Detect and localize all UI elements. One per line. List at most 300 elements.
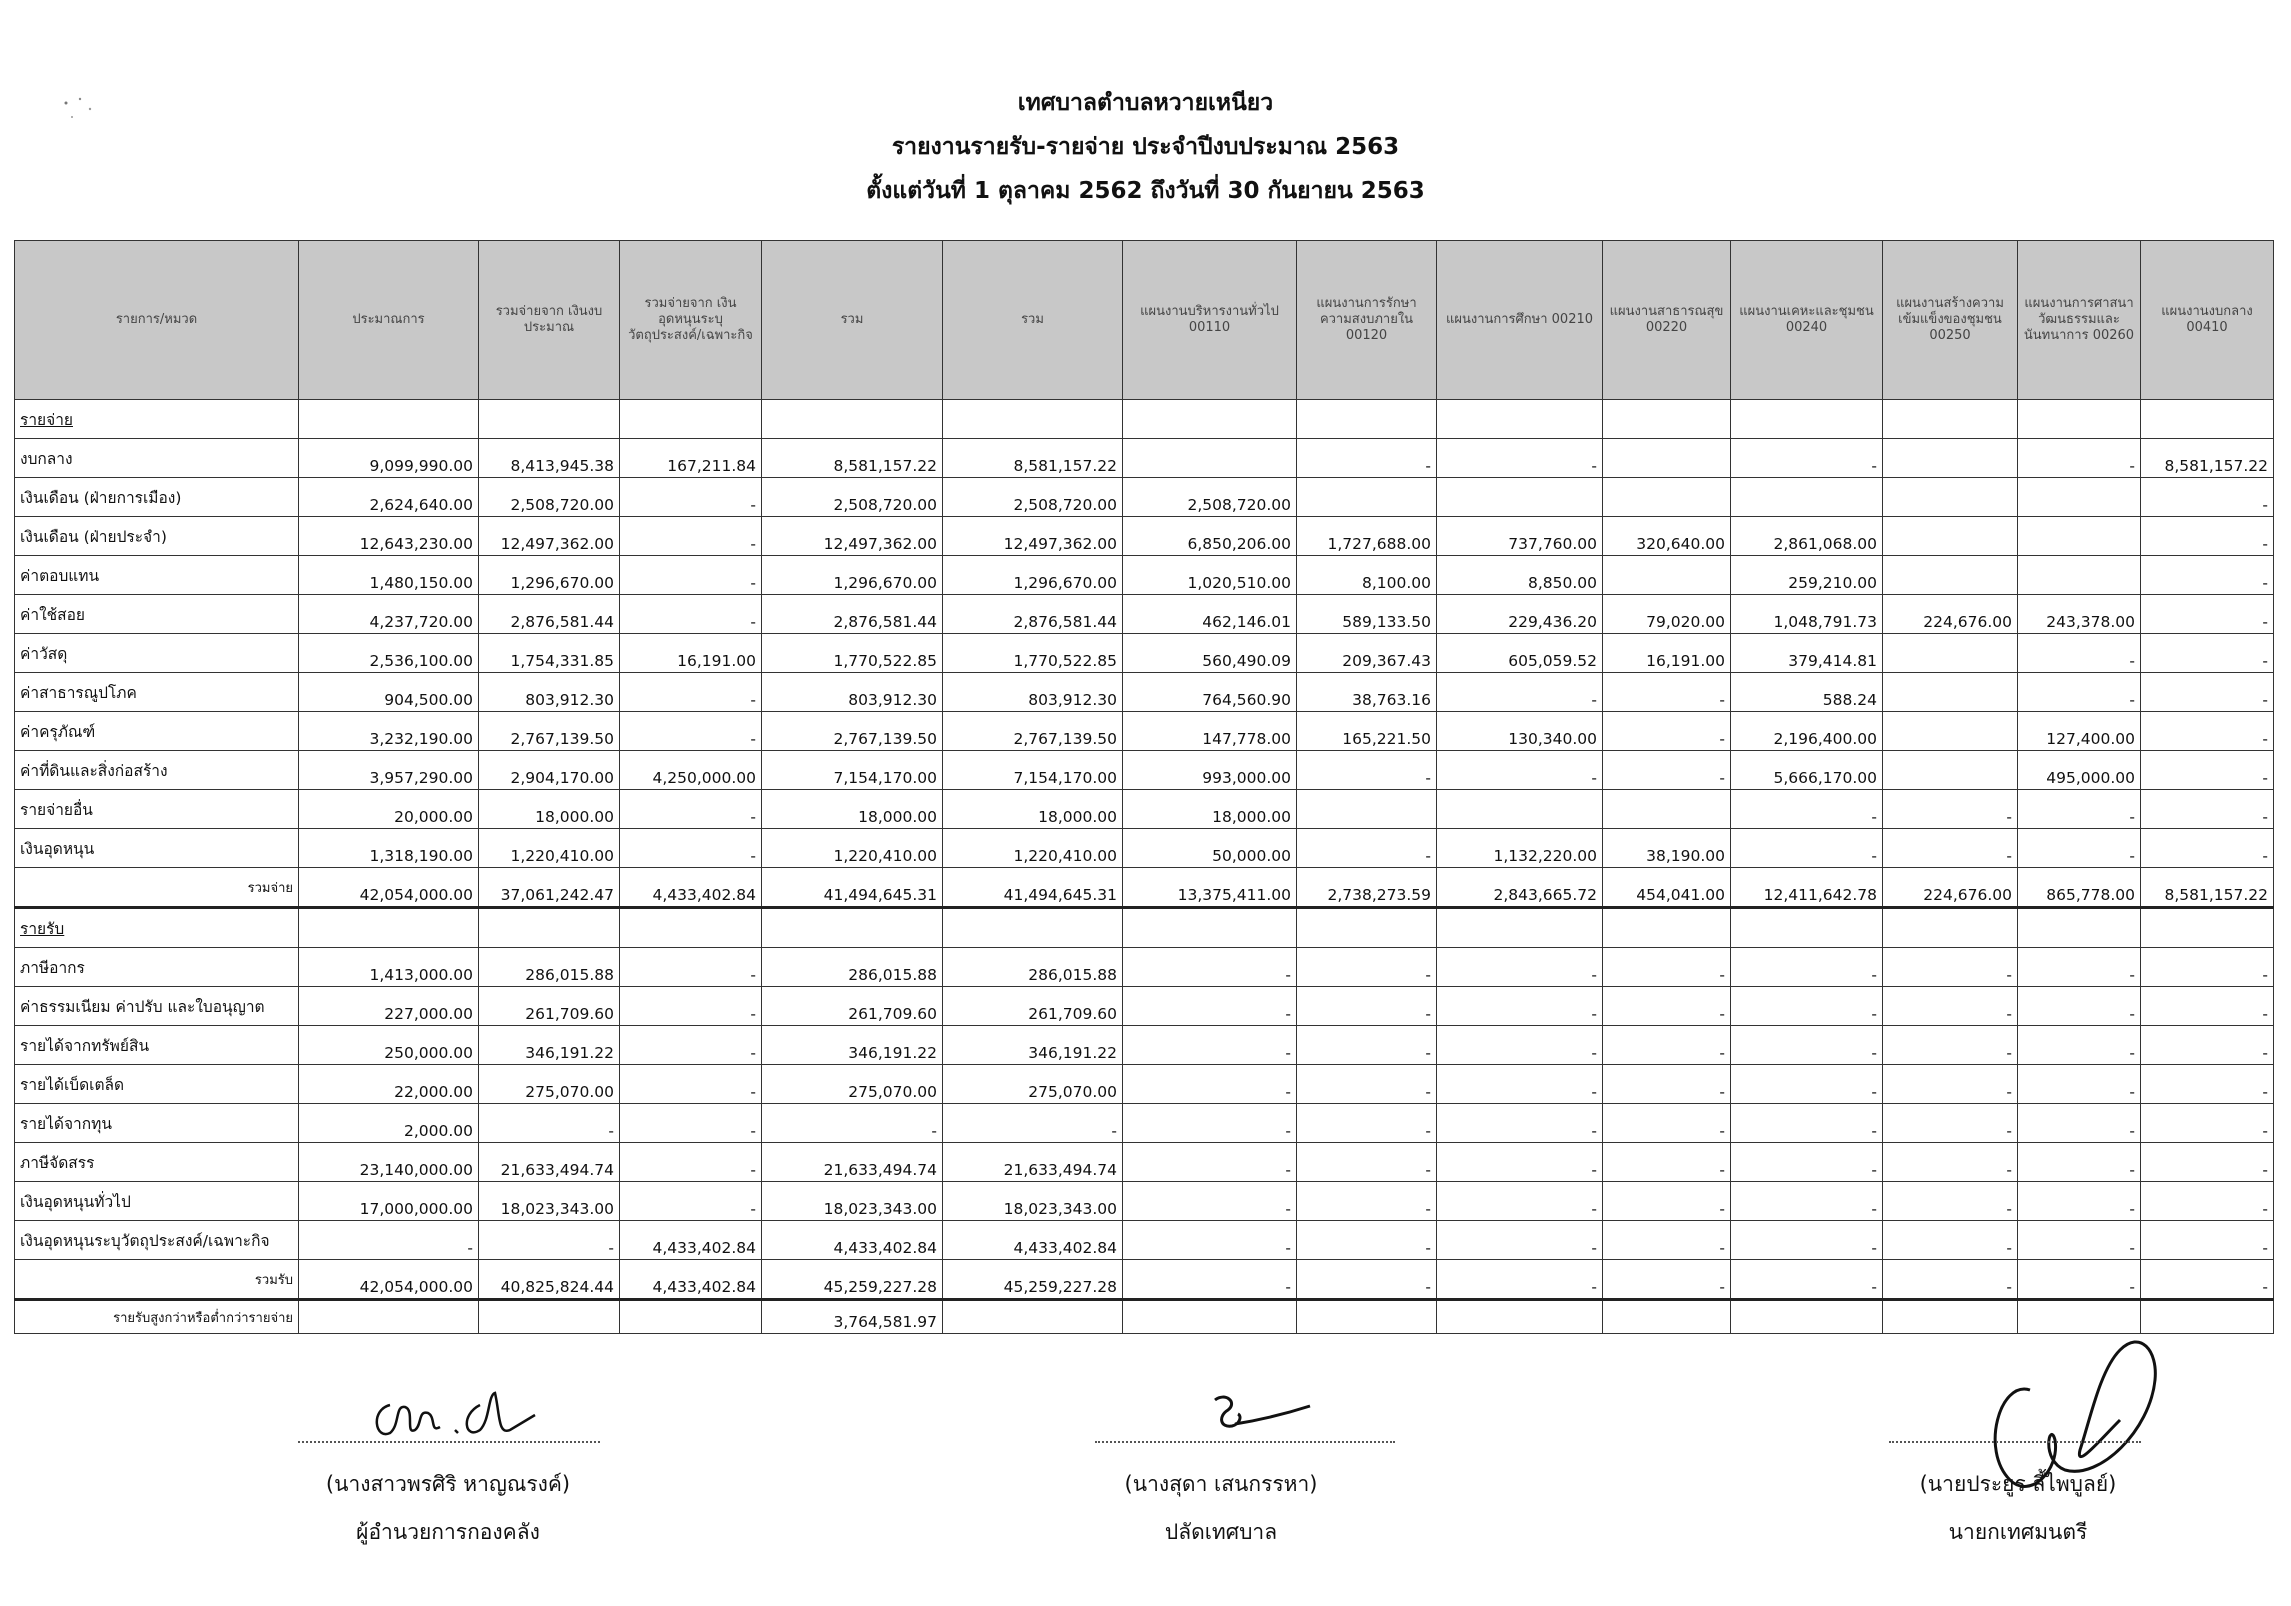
value-cell: 261,709.60	[943, 987, 1123, 1026]
value-cell: 18,000.00	[479, 790, 620, 829]
signature-finance-director	[360, 1375, 570, 1445]
value-cell	[1883, 751, 2018, 790]
value-cell: -	[479, 1104, 620, 1143]
value-cell: -	[1123, 1221, 1297, 1260]
value-cell: 2,508,720.00	[762, 478, 943, 517]
value-cell: 18,023,343.00	[762, 1182, 943, 1221]
value-cell: 42,054,000.00	[299, 868, 479, 908]
value-cell: -	[620, 1026, 762, 1065]
signer-name-2: (นางสุดา เสนกรรหา)	[1124, 1472, 1318, 1496]
signature-line-2	[1095, 1441, 1395, 1443]
table-row	[15, 556, 2274, 595]
value-cell: 560,490.09	[1123, 634, 1297, 673]
row-label: รายจ่ายอื่น	[15, 790, 299, 829]
table-row	[15, 1026, 2274, 1065]
value-cell: -	[1603, 1065, 1731, 1104]
value-cell: 37,061,242.47	[479, 868, 620, 908]
value-cell: -	[762, 1104, 943, 1143]
value-cell: 224,676.00	[1883, 868, 2018, 908]
value-cell: 2,767,139.50	[762, 712, 943, 751]
value-cell	[479, 1300, 620, 1334]
value-cell: 7,154,170.00	[943, 751, 1123, 790]
value-cell: 40,825,824.44	[479, 1260, 620, 1300]
value-cell: -	[943, 1104, 1123, 1143]
value-cell	[2018, 556, 2141, 595]
value-cell: 2,876,581.44	[943, 595, 1123, 634]
value-cell: -	[2018, 829, 2141, 868]
empty-cell	[2018, 908, 2141, 948]
value-cell: -	[1883, 1104, 2018, 1143]
report-period: ตั้งแต่วันที่ 1 ตุลาคม 2562 ถึงวันที่ 30 กันยายน 2563	[866, 178, 1425, 204]
value-cell: 6,850,206.00	[1123, 517, 1297, 556]
value-cell: -	[2141, 556, 2274, 595]
value-cell	[1883, 439, 2018, 478]
value-cell	[1297, 1300, 1437, 1334]
value-cell: -	[2141, 1104, 2274, 1143]
value-cell: -	[2141, 948, 2274, 987]
value-cell: 1,318,190.00	[299, 829, 479, 868]
row-label: ค่าที่ดินและสิ่งก่อสร้าง	[15, 751, 299, 790]
value-cell: 3,764,581.97	[762, 1300, 943, 1334]
value-cell: -	[1437, 1026, 1603, 1065]
table-row	[15, 1182, 2274, 1221]
value-cell: -	[1603, 1221, 1731, 1260]
column-header: แผนงานสาธารณสุข 00220	[1603, 241, 1731, 400]
value-cell: -	[1731, 1065, 1883, 1104]
value-cell: 286,015.88	[762, 948, 943, 987]
value-cell: 22,000.00	[299, 1065, 479, 1104]
row-label: รวมจ่าย	[15, 868, 299, 908]
column-header: ประมาณการ	[299, 241, 479, 400]
empty-cell	[1123, 400, 1297, 439]
value-cell: -	[1883, 1026, 2018, 1065]
empty-cell	[1603, 908, 1731, 948]
empty-cell	[299, 908, 479, 948]
value-cell: 993,000.00	[1123, 751, 1297, 790]
value-cell	[1123, 439, 1297, 478]
value-cell: 2,000.00	[299, 1104, 479, 1143]
value-cell: -	[2141, 1026, 2274, 1065]
value-cell: 45,259,227.28	[943, 1260, 1123, 1300]
value-cell	[1883, 556, 2018, 595]
row-label: เงินเดือน (ฝ่ายประจำ)	[15, 517, 299, 556]
value-cell: 18,000.00	[943, 790, 1123, 829]
expense-total-row	[15, 868, 2274, 908]
signer-name-1: (นางสาวพรศิริ หาญณรงค์)	[325, 1472, 571, 1496]
value-cell: 803,912.30	[479, 673, 620, 712]
value-cell	[1603, 478, 1731, 517]
value-cell: -	[2141, 790, 2274, 829]
value-cell: 865,778.00	[2018, 868, 2141, 908]
value-cell: -	[1731, 829, 1883, 868]
value-cell: 9,099,990.00	[299, 439, 479, 478]
value-cell: -	[2018, 1104, 2141, 1143]
value-cell	[1437, 790, 1603, 829]
empty-cell	[1603, 400, 1731, 439]
row-label: ภาษีอากร	[15, 948, 299, 987]
value-cell: -	[2141, 1143, 2274, 1182]
value-cell	[1437, 1300, 1603, 1334]
value-cell: 250,000.00	[299, 1026, 479, 1065]
value-cell: -	[2018, 634, 2141, 673]
value-cell: 2,767,139.50	[943, 712, 1123, 751]
value-cell: 2,508,720.00	[1123, 478, 1297, 517]
value-cell: -	[2018, 790, 2141, 829]
value-cell: 346,191.22	[943, 1026, 1123, 1065]
value-cell: -	[2141, 751, 2274, 790]
value-cell: -	[620, 712, 762, 751]
report-table	[14, 240, 2274, 1334]
value-cell: -	[2018, 1143, 2141, 1182]
value-cell: 8,581,157.22	[2141, 439, 2274, 478]
empty-cell	[1731, 400, 1883, 439]
row-label: งบกลาง	[15, 439, 299, 478]
value-cell: -	[620, 556, 762, 595]
value-cell: 2,536,100.00	[299, 634, 479, 673]
value-cell: 16,191.00	[620, 634, 762, 673]
empty-cell	[620, 908, 762, 948]
value-cell: 38,190.00	[1603, 829, 1731, 868]
row-label: เงินอุดหนุนระบุวัตถุประสงค์/เฉพาะกิจ	[15, 1221, 299, 1260]
value-cell: 127,400.00	[2018, 712, 2141, 751]
value-cell: 1,220,410.00	[479, 829, 620, 868]
value-cell: 167,211.84	[620, 439, 762, 478]
value-cell: -	[1437, 1221, 1603, 1260]
row-label: รายได้เบ็ดเตล็ด	[15, 1065, 299, 1104]
value-cell: -	[620, 478, 762, 517]
value-cell: -	[2141, 1182, 2274, 1221]
value-cell: -	[1731, 790, 1883, 829]
value-cell: -	[620, 790, 762, 829]
table-row	[15, 595, 2274, 634]
value-cell: 1,413,000.00	[299, 948, 479, 987]
empty-cell	[620, 400, 762, 439]
value-cell: -	[1297, 1026, 1437, 1065]
value-cell: 8,100.00	[1297, 556, 1437, 595]
value-cell: 803,912.30	[943, 673, 1123, 712]
value-cell: -	[1883, 1065, 2018, 1104]
value-cell: 1,770,522.85	[943, 634, 1123, 673]
value-cell: 21,633,494.74	[943, 1143, 1123, 1182]
value-cell: -	[1731, 1026, 1883, 1065]
value-cell: -	[1297, 1104, 1437, 1143]
value-cell: 1,220,410.00	[943, 829, 1123, 868]
value-cell: -	[620, 595, 762, 634]
expense-section-row	[15, 400, 2274, 439]
row-label: รายรับสูงกว่าหรือต่ำกว่ารายจ่าย	[15, 1300, 299, 1334]
value-cell: 18,000.00	[762, 790, 943, 829]
value-cell: -	[2141, 673, 2274, 712]
value-cell: -	[2141, 1065, 2274, 1104]
row-label: รายได้จากทุน	[15, 1104, 299, 1143]
empty-cell	[1123, 908, 1297, 948]
column-header: แผนงานการศาสนา วัฒนธรรมและนันทนาการ 00260	[2018, 241, 2141, 400]
value-cell: -	[620, 948, 762, 987]
table-row	[15, 634, 2274, 673]
section-label: รายรับ	[15, 908, 299, 948]
value-cell	[1603, 1300, 1731, 1334]
value-cell	[1123, 1300, 1297, 1334]
value-cell: -	[2018, 948, 2141, 987]
value-cell: 261,709.60	[762, 987, 943, 1026]
value-cell: -	[2018, 439, 2141, 478]
value-cell: -	[620, 1065, 762, 1104]
value-cell: -	[2141, 987, 2274, 1026]
value-cell: 1,480,150.00	[299, 556, 479, 595]
value-cell: -	[2141, 829, 2274, 868]
value-cell: -	[1603, 1143, 1731, 1182]
signer-position-3: นายกเทศมนตรี	[1948, 1520, 2088, 1544]
table-row	[15, 478, 2274, 517]
value-cell: 1,220,410.00	[762, 829, 943, 868]
value-cell: 1,048,791.73	[1731, 595, 1883, 634]
value-cell: 165,221.50	[1297, 712, 1437, 751]
value-cell: 21,633,494.74	[762, 1143, 943, 1182]
table-row	[15, 829, 2274, 868]
value-cell: -	[1603, 1104, 1731, 1143]
value-cell: -	[1883, 790, 2018, 829]
column-header: แผนงานบริหารงานทั่วไป 00110	[1123, 241, 1297, 400]
value-cell	[1731, 478, 1883, 517]
value-cell	[1731, 1300, 1883, 1334]
value-cell: 1,296,670.00	[943, 556, 1123, 595]
empty-cell	[1297, 400, 1437, 439]
value-cell: -	[620, 673, 762, 712]
value-cell: 41,494,645.31	[762, 868, 943, 908]
value-cell: -	[2141, 634, 2274, 673]
value-cell: -	[1731, 439, 1883, 478]
income-section-row	[15, 908, 2274, 948]
value-cell: -	[2141, 517, 2274, 556]
value-cell: -	[1731, 1260, 1883, 1300]
value-cell	[1297, 478, 1437, 517]
value-cell: -	[1297, 1182, 1437, 1221]
column-header: รายการ/หมวด	[15, 241, 299, 400]
signer-name-3: (นายประยูร ลี้ไพบูลย์)	[1919, 1472, 2117, 1496]
value-cell: -	[2018, 673, 2141, 712]
value-cell: 275,070.00	[762, 1065, 943, 1104]
table-row	[15, 712, 2274, 751]
empty-cell	[943, 400, 1123, 439]
column-header: รวม	[762, 241, 943, 400]
value-cell: -	[1603, 712, 1731, 751]
value-cell: -	[1883, 829, 2018, 868]
value-cell: 346,191.22	[762, 1026, 943, 1065]
value-cell	[1603, 790, 1731, 829]
row-label: ภาษีจัดสรร	[15, 1143, 299, 1182]
value-cell: 1,296,670.00	[479, 556, 620, 595]
empty-cell	[1731, 908, 1883, 948]
value-cell: -	[1437, 1260, 1603, 1300]
column-header: แผนงานการศึกษา 00210	[1437, 241, 1603, 400]
value-cell: 3,232,190.00	[299, 712, 479, 751]
column-header: แผนงานสร้างความเข้มแข็งของชุมชน 00250	[1883, 241, 2018, 400]
signature-municipal-clerk	[1190, 1380, 1320, 1440]
empty-cell	[1883, 908, 2018, 948]
value-cell: -	[1883, 948, 2018, 987]
signature-line-1	[298, 1441, 600, 1443]
value-cell: 2,624,640.00	[299, 478, 479, 517]
value-cell: 12,497,362.00	[762, 517, 943, 556]
value-cell	[620, 1300, 762, 1334]
value-cell: 18,023,343.00	[943, 1182, 1123, 1221]
value-cell: -	[1297, 948, 1437, 987]
table-row	[15, 1221, 2274, 1260]
value-cell: 737,760.00	[1437, 517, 1603, 556]
value-cell: 4,433,402.84	[620, 1221, 762, 1260]
report-header	[0, 90, 2291, 222]
value-cell: -	[1437, 1182, 1603, 1221]
value-cell: -	[2018, 1182, 2141, 1221]
value-cell: 588.24	[1731, 673, 1883, 712]
value-cell: 23,140,000.00	[299, 1143, 479, 1182]
value-cell: -	[1731, 948, 1883, 987]
value-cell: 12,411,642.78	[1731, 868, 1883, 908]
value-cell: 12,497,362.00	[943, 517, 1123, 556]
value-cell: 904,500.00	[299, 673, 479, 712]
value-cell: 286,015.88	[943, 948, 1123, 987]
value-cell: -	[620, 829, 762, 868]
empty-cell	[762, 908, 943, 948]
table-row	[15, 439, 2274, 478]
value-cell: -	[2141, 1221, 2274, 1260]
value-cell: 7,154,170.00	[762, 751, 943, 790]
value-cell	[1883, 673, 2018, 712]
value-cell: 2,876,581.44	[762, 595, 943, 634]
value-cell: 275,070.00	[943, 1065, 1123, 1104]
value-cell: 4,433,402.84	[943, 1221, 1123, 1260]
value-cell: 605,059.52	[1437, 634, 1603, 673]
value-cell: 12,497,362.00	[479, 517, 620, 556]
value-cell: 2,196,400.00	[1731, 712, 1883, 751]
value-cell: -	[620, 1182, 762, 1221]
value-cell: 2,508,720.00	[943, 478, 1123, 517]
value-cell	[2018, 517, 2141, 556]
value-cell: -	[2018, 1221, 2141, 1260]
value-cell	[1883, 634, 2018, 673]
value-cell	[1297, 790, 1437, 829]
row-label: เงินอุดหนุน	[15, 829, 299, 868]
value-cell: -	[2018, 1260, 2141, 1300]
value-cell: -	[1123, 1065, 1297, 1104]
value-cell: 8,581,157.22	[762, 439, 943, 478]
value-cell: -	[1297, 1065, 1437, 1104]
value-cell: 243,378.00	[2018, 595, 2141, 634]
value-cell: -	[299, 1221, 479, 1260]
column-header: รวม	[943, 241, 1123, 400]
value-cell: 2,767,139.50	[479, 712, 620, 751]
value-cell: 275,070.00	[479, 1065, 620, 1104]
value-cell: -	[1123, 1104, 1297, 1143]
value-cell: 229,436.20	[1437, 595, 1603, 634]
value-cell: 18,023,343.00	[479, 1182, 620, 1221]
row-label: ค่าธรรมเนียม ค่าปรับ และใบอนุญาต	[15, 987, 299, 1026]
empty-cell	[299, 400, 479, 439]
value-cell: 13,375,411.00	[1123, 868, 1297, 908]
value-cell: 2,861,068.00	[1731, 517, 1883, 556]
table-row	[15, 790, 2274, 829]
value-cell: -	[1123, 1182, 1297, 1221]
row-label: เงินอุดหนุนทั่วไป	[15, 1182, 299, 1221]
value-cell: -	[2141, 478, 2274, 517]
value-cell: -	[1123, 987, 1297, 1026]
value-cell: -	[1123, 948, 1297, 987]
value-cell: 4,250,000.00	[620, 751, 762, 790]
value-cell: 2,843,665.72	[1437, 868, 1603, 908]
value-cell: 45,259,227.28	[762, 1260, 943, 1300]
value-cell: 4,433,402.84	[620, 868, 762, 908]
value-cell: -	[1603, 1026, 1731, 1065]
value-cell	[943, 1300, 1123, 1334]
value-cell: 2,738,273.59	[1297, 868, 1437, 908]
value-cell: 2,876,581.44	[479, 595, 620, 634]
value-cell: 50,000.00	[1123, 829, 1297, 868]
value-cell: -	[1731, 1182, 1883, 1221]
value-cell: 346,191.22	[479, 1026, 620, 1065]
value-cell: 589,133.50	[1297, 595, 1437, 634]
value-cell: 1,754,331.85	[479, 634, 620, 673]
table-row	[15, 673, 2274, 712]
table-row	[15, 751, 2274, 790]
value-cell: -	[1603, 751, 1731, 790]
net-result-row	[15, 1300, 2274, 1334]
value-cell: -	[1123, 1143, 1297, 1182]
table-row	[15, 1065, 2274, 1104]
value-cell: -	[1731, 1221, 1883, 1260]
value-cell: 147,778.00	[1123, 712, 1297, 751]
value-cell: 1,727,688.00	[1297, 517, 1437, 556]
row-label: เงินเดือน (ฝ่ายการเมือง)	[15, 478, 299, 517]
row-label: ค่าครุภัณฑ์	[15, 712, 299, 751]
value-cell: 379,414.81	[1731, 634, 1883, 673]
value-cell: 2,508,720.00	[479, 478, 620, 517]
value-cell: 8,850.00	[1437, 556, 1603, 595]
row-label: ค่าตอบแทน	[15, 556, 299, 595]
empty-cell	[479, 908, 620, 948]
empty-cell	[479, 400, 620, 439]
signer-position-2: ปลัดเทศบาล	[1164, 1520, 1278, 1544]
value-cell: -	[1603, 1260, 1731, 1300]
column-header: แผนงานงบกลาง 00410	[2141, 241, 2274, 400]
table-row	[15, 517, 2274, 556]
table-row	[15, 987, 2274, 1026]
value-cell: 21,633,494.74	[479, 1143, 620, 1182]
value-cell: 16,191.00	[1603, 634, 1731, 673]
value-cell: -	[1437, 1104, 1603, 1143]
column-header: แผนงานการรักษาความสงบภายใน 00120	[1297, 241, 1437, 400]
value-cell: -	[1883, 1143, 2018, 1182]
section-label: รายจ่าย	[15, 400, 299, 439]
value-cell: -	[1297, 987, 1437, 1026]
value-cell: -	[620, 1143, 762, 1182]
empty-cell	[943, 908, 1123, 948]
empty-cell	[2141, 400, 2274, 439]
value-cell: -	[1731, 987, 1883, 1026]
value-cell: 462,146.01	[1123, 595, 1297, 634]
org-name: เทศบาลตำบลหวายเหนียว	[1017, 90, 1274, 116]
value-cell: 5,666,170.00	[1731, 751, 1883, 790]
value-cell: 38,763.16	[1297, 673, 1437, 712]
value-cell: -	[1603, 673, 1731, 712]
value-cell	[1603, 556, 1731, 595]
value-cell	[1883, 517, 2018, 556]
value-cell: -	[1437, 987, 1603, 1026]
row-label: รายได้จากทรัพย์สิน	[15, 1026, 299, 1065]
report-title: รายงานรายรับ-รายจ่าย ประจำปีงบประมาณ 2563	[891, 134, 1400, 160]
value-cell: 79,020.00	[1603, 595, 1731, 634]
value-cell: -	[1437, 1143, 1603, 1182]
empty-cell	[1297, 908, 1437, 948]
